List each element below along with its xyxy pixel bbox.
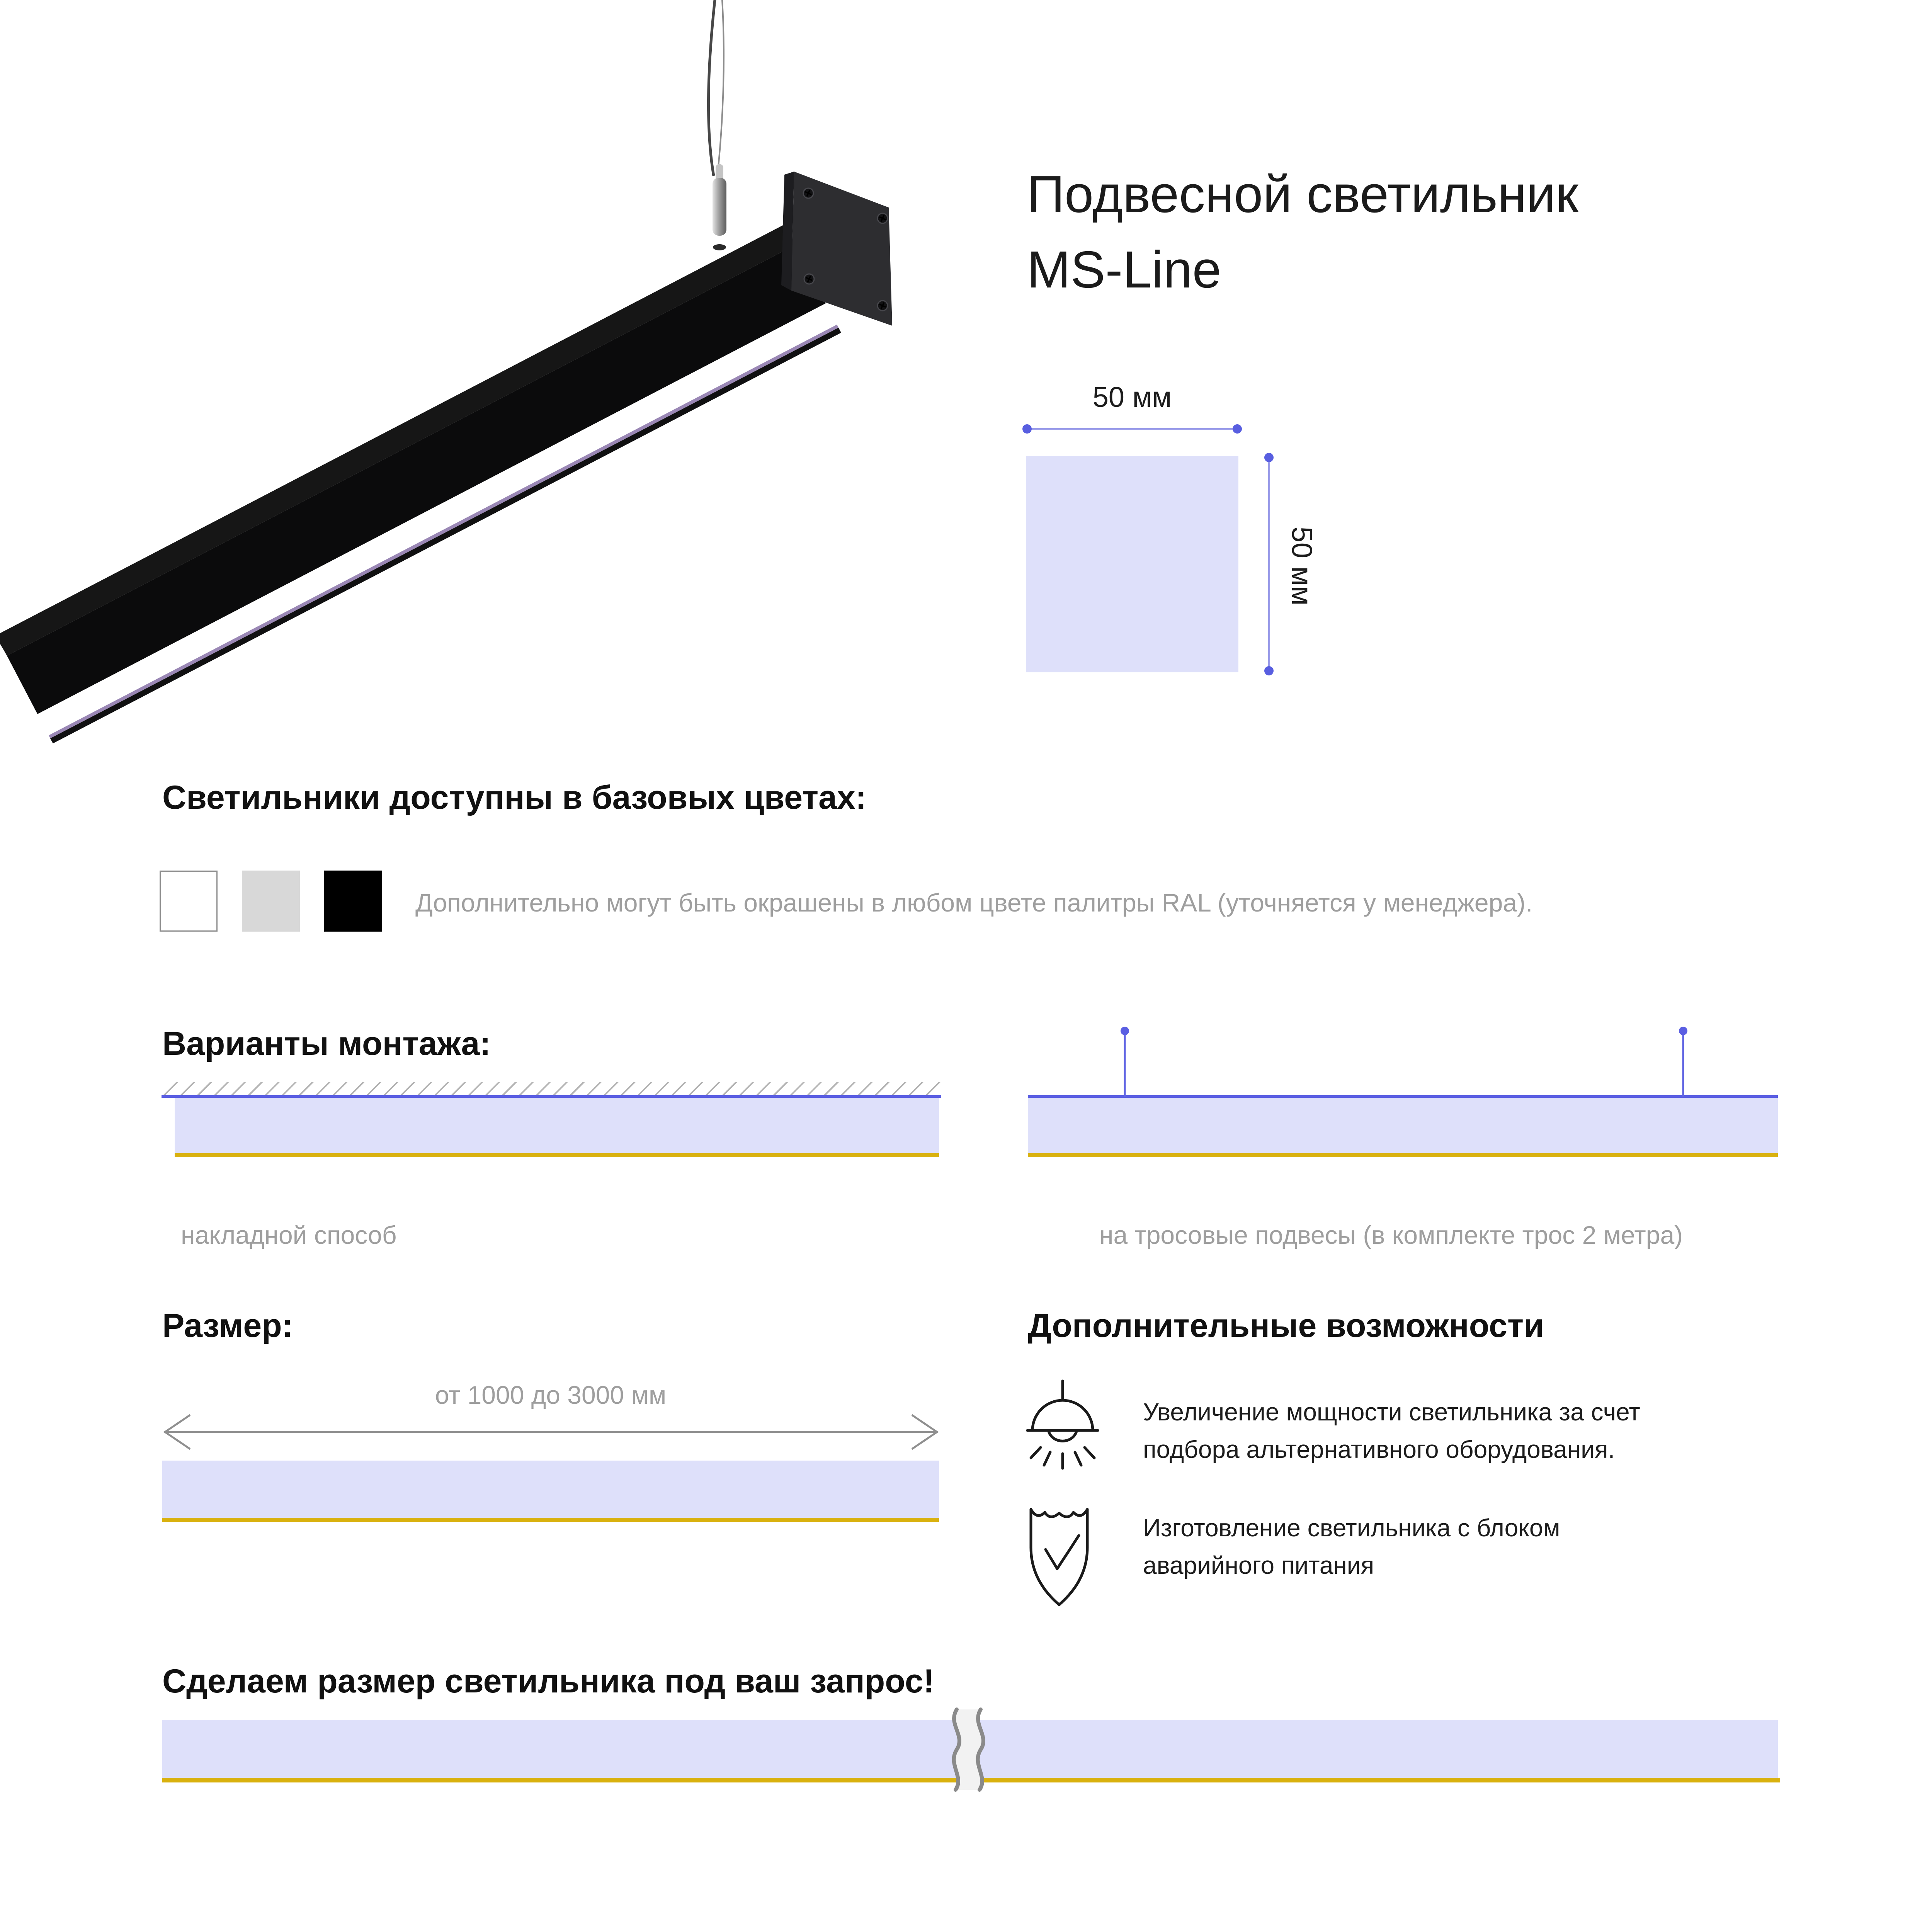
suspended-mount-caption: на тросовые подвесы (в комплекте трос 2 метра) [1099,1221,1683,1249]
surface-mount-body [175,1098,939,1153]
product-photo-pendant-light [0,0,966,773]
suspension-wires [1121,1027,1687,1097]
custom-size-heading: Сделаем размер светильника под ваш запрос! [162,1663,935,1700]
fixture-bottom-lip [50,328,841,743]
color-swatch-white [160,871,218,932]
fixture-top-face [0,225,795,656]
suspension-cable-strand [718,0,724,174]
title-line2: MS-Line [1027,240,1221,299]
size-range-arrow [165,1415,937,1449]
custom-size-diffuser-line [162,1778,1780,1782]
pendant-lamp-icon [1027,1381,1098,1468]
suspended-mount-body [1028,1098,1778,1153]
size-heading: Размер: [162,1307,293,1344]
suspended-mount-topline [1028,1095,1778,1098]
dimension-width-label: 50 мм [1092,381,1172,413]
shield-check-icon [1031,1509,1087,1605]
feature-text-emergency: Изготовление светильника с блоком аварийного питания [1143,1514,1560,1579]
surface-mount-topline [162,1095,941,1098]
surface-mount-caption: накладной способ [181,1221,397,1249]
size-bar-diffuser-line [162,1518,939,1522]
colors-heading: Светильники доступны в базовых цветах: [162,779,867,816]
surface-mount-diffuser-line [175,1153,939,1157]
cable-mount-foot [713,244,726,250]
ceiling-hatch [162,1082,941,1095]
ral-note: Дополнительно могут быть окрашены в любом цвете палитры RAL (уточняется у менеджера). [415,888,1533,917]
page-title [1027,156,1578,307]
fixture-side-face [7,245,826,714]
mounting-heading: Варианты монтажа: [162,1025,491,1062]
profile-cross-section [1026,456,1238,672]
color-swatch-gray [242,871,300,932]
suspension-cable [708,0,715,176]
title-line1: Подвесной светильник [1027,165,1578,223]
color-swatch-black [324,871,382,932]
size-range-label: от 1000 до 3000 мм [435,1381,667,1409]
features-heading: Дополнительные возможности [1028,1307,1544,1344]
fixture-diffuser-violet-edge [49,325,838,738]
cable-gripper [713,178,726,236]
fixture-diffuser [37,303,837,735]
size-bar [162,1461,939,1518]
dimension-width-line [1022,424,1242,434]
suspended-mount-diffuser-line [1028,1153,1778,1157]
custom-size-bar [162,1720,1778,1778]
feature-text-power: Увеличение мощности светильника за счет подбора альтернативного оборудования. [1143,1398,1640,1463]
dimension-height-label: 50 мм [1286,526,1318,606]
